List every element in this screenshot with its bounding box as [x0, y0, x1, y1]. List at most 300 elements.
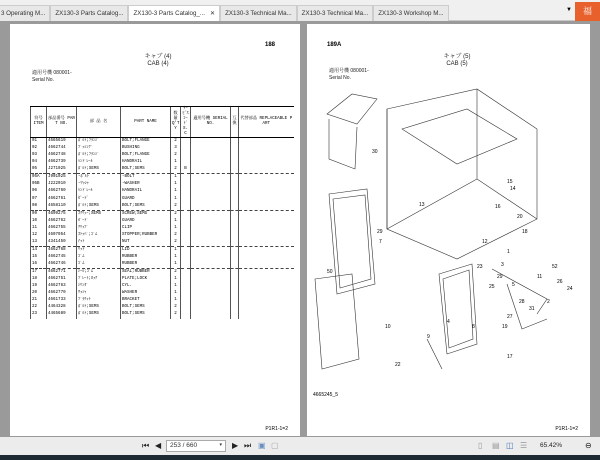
column-header: 代替部品 REPLACEABLE PART — [239, 107, 294, 138]
table-cell — [181, 195, 191, 202]
table-cell — [191, 181, 231, 188]
table-cell: 1 — [171, 218, 181, 225]
table-cell: PLATE;LOCK — [121, 276, 171, 283]
table-cell: 1 — [171, 246, 181, 254]
table-cell — [239, 246, 294, 254]
table-cell: 04 — [31, 159, 47, 166]
table-cell: 2 — [171, 138, 181, 146]
table-cell — [191, 261, 231, 269]
table-cell — [181, 203, 191, 211]
table-cell: STOPPER;RUBBER — [121, 232, 171, 239]
table-cell: CYL. — [121, 283, 171, 290]
table-cell — [239, 188, 294, 195]
table-cell: 2 — [171, 268, 181, 276]
table-cell: 20 — [31, 290, 47, 297]
table-cell — [181, 311, 191, 318]
page-footer: P1R1-1=2 — [265, 426, 288, 432]
table-cell: 4607054 — [47, 232, 77, 239]
callout-number: 23 — [477, 264, 483, 270]
table-cell: ﾎﾞﾙﾄ;SEMS — [77, 203, 121, 211]
table-cell: 2 — [171, 311, 181, 318]
table-cell: 4465689 — [47, 311, 77, 318]
table-row — [31, 218, 294, 225]
table-cell: GUARD — [121, 195, 171, 202]
callout-number: 29 — [497, 274, 503, 280]
callout-number: 16 — [495, 204, 501, 210]
table-cell — [231, 304, 239, 311]
table-cell — [231, 311, 239, 318]
table-cell: 4662755 — [47, 225, 77, 232]
table-cell — [191, 311, 231, 318]
tab-row — [0, 5, 449, 21]
table-cell — [191, 232, 231, 239]
table-cell — [231, 246, 239, 254]
table-cell: BOLT;FLANGE — [121, 152, 171, 159]
table-cell: 4662751 — [47, 276, 77, 283]
tab-bar — [0, 0, 600, 21]
tab[interactable] — [50, 5, 128, 21]
page-title: キャブ (5) CAB (5) — [443, 54, 471, 67]
page-footer: P1R1-1=2 — [555, 426, 578, 432]
table-cell: ｺﾞﾑ — [77, 261, 121, 269]
callout-number: 5 — [512, 282, 515, 288]
table-cell: ﾌﾞﾗｹｯﾄ — [77, 297, 121, 304]
continuous-page-icon[interactable]: ▤ — [492, 441, 500, 450]
table-cell: J222010 — [47, 181, 77, 188]
table-cell: 4665619 — [47, 138, 77, 146]
table-cell — [191, 188, 231, 195]
table-cell — [191, 239, 231, 247]
table-cell: 16 — [31, 261, 47, 269]
table-row — [31, 225, 294, 232]
table-cell: BRACKET — [121, 297, 171, 304]
table-cell: 4662762 — [47, 218, 77, 225]
table-cell — [181, 218, 191, 225]
table-cell — [231, 261, 239, 269]
table-cell: ｺﾞﾑ — [77, 254, 121, 261]
table-cell: SCREW;SEMS — [121, 210, 171, 218]
table-cell — [191, 195, 231, 202]
table-cell — [181, 261, 191, 269]
callout-number: 22 — [395, 362, 401, 368]
two-page-icon[interactable]: ◫ — [506, 441, 514, 450]
table-cell — [231, 138, 239, 146]
column-header: 部 品 名 — [77, 107, 121, 138]
table-cell — [181, 152, 191, 159]
table-cell: ｶﾞｰﾄﾞ — [77, 195, 121, 202]
table-row — [31, 254, 294, 261]
table-cell: J901025 — [47, 174, 77, 182]
table-cell: ｽﾄｯﾊﾟ;ｺﾞﾑ — [77, 232, 121, 239]
table-cell: BOLT;SEMS — [121, 166, 171, 174]
tab-label: ZX130-3 Parts Catalog... — [55, 10, 124, 17]
last-page-icon[interactable]: ⏭ — [244, 441, 252, 450]
table-cell — [231, 276, 239, 283]
table-cell: ﾅｯﾄ — [77, 239, 121, 247]
tab-label: ZX130-3 Workshop M... — [378, 10, 444, 17]
callout-number: 28 — [519, 299, 525, 305]
table-cell — [191, 304, 231, 311]
next-page-icon[interactable]: ▶ — [232, 441, 239, 450]
table-cell — [239, 311, 294, 318]
callout-number: 8 — [472, 324, 475, 330]
table-cell — [191, 225, 231, 232]
table-cell: 02 — [31, 145, 47, 152]
table-cell: ﾎﾞﾙﾄ;SEMS — [77, 304, 121, 311]
table-cell: LID — [121, 246, 171, 254]
zoom-out-icon[interactable]: ⊖ — [585, 441, 592, 450]
table-cell: 14 — [31, 246, 47, 254]
table-cell: 06 — [31, 188, 47, 195]
table-row — [31, 188, 294, 195]
table-cell: 1 — [171, 159, 181, 166]
table-cell: ﾌﾞｯｼﾝｸﾞ — [77, 145, 121, 152]
table-row — [31, 232, 294, 239]
table-cell — [231, 268, 239, 276]
table-cell: 2 — [171, 203, 181, 211]
table-cell — [239, 181, 294, 188]
close-icon[interactable]: ✕ — [210, 11, 216, 17]
table-cell: ｽｸﾘｭｰ;SEMS — [77, 210, 121, 218]
table-cell — [191, 297, 231, 304]
table-cell: 08 — [31, 203, 47, 211]
table-cell: 1 — [171, 254, 181, 261]
tab-label: ZX130-3 Parts Catalog_... — [133, 10, 206, 17]
table-cell: 21 — [31, 297, 47, 304]
parts-table — [30, 106, 294, 319]
table-cell — [231, 174, 239, 182]
column-header: 部品番号 PART NO. — [47, 107, 77, 138]
table-cell — [181, 254, 191, 261]
table-cell — [239, 304, 294, 311]
table-cell: 4662745 — [47, 254, 77, 261]
zoom-level[interactable]: 65.42% — [540, 442, 563, 449]
table-cell — [191, 276, 231, 283]
table-cell — [239, 276, 294, 283]
table-cell: -BOLT — [121, 174, 171, 182]
table-cell — [191, 254, 231, 261]
callout-number: 52 — [552, 264, 558, 270]
table-cell — [231, 166, 239, 174]
table-cell — [231, 203, 239, 211]
table-cell — [191, 159, 231, 166]
callout-number: 3 — [501, 262, 504, 268]
table-cell: ﾎﾞﾙﾄ;SEMS — [77, 311, 121, 318]
column-header: 数量 Q'TY — [171, 107, 181, 138]
table-cell: 05 — [31, 166, 47, 174]
table-cell — [239, 203, 294, 211]
table-cell: 2 — [171, 232, 181, 239]
table-row — [31, 246, 294, 254]
table-cell: ｶﾞｰﾄﾞ — [77, 218, 121, 225]
table-cell — [231, 225, 239, 232]
table-cell: 2 — [171, 166, 181, 174]
callout-number: 9 — [427, 334, 430, 340]
table-cell — [239, 210, 294, 218]
table-cell: GUARD — [121, 218, 171, 225]
tab-label: 3 Operating M... — [1, 10, 46, 17]
table-cell: 12 — [31, 232, 47, 239]
table-cell — [231, 254, 239, 261]
table-cell — [181, 181, 191, 188]
table-row — [31, 138, 294, 146]
table-cell: 4662739 — [47, 159, 77, 166]
table-cell: 18 — [31, 276, 47, 283]
tab-label: ZX130-3 Technical Ma... — [301, 10, 369, 17]
tab[interactable] — [373, 5, 448, 21]
table-cell — [239, 159, 294, 166]
table-cell: 4662760 — [47, 188, 77, 195]
table-cell: 4661733 — [47, 297, 77, 304]
table-cell — [231, 181, 239, 188]
two-page-continuous-icon[interactable]: ☰ — [520, 441, 528, 450]
table-cell: 4609275 — [47, 210, 77, 218]
table-cell: 2 — [171, 304, 181, 311]
table-cell: 11 — [31, 225, 47, 232]
table-cell — [191, 203, 231, 211]
table-cell: 4341450 — [47, 239, 77, 247]
table-row — [31, 210, 294, 218]
callout-number: 25 — [489, 284, 495, 290]
table-row — [31, 239, 294, 247]
tab-active[interactable] — [128, 5, 220, 21]
table-cell: 4662768 — [47, 246, 77, 254]
table-cell — [231, 218, 239, 225]
callout-number: 50 — [327, 269, 333, 275]
table-cell — [239, 138, 294, 146]
table-cell — [239, 283, 294, 290]
callout-number: 1 — [507, 249, 510, 255]
table-cell — [239, 225, 294, 232]
table-cell: -ﾜｯｼｬ — [77, 181, 121, 188]
callout-number: 11 — [537, 274, 543, 280]
table-cell — [191, 145, 231, 152]
table-cell — [181, 188, 191, 195]
table-cell — [181, 210, 191, 218]
table-cell — [239, 239, 294, 247]
page-number: 188 — [265, 42, 276, 48]
table-cell — [181, 246, 191, 254]
table-cell: BOLT;SEMS — [121, 304, 171, 311]
table-row — [31, 261, 294, 269]
first-page-icon[interactable]: ⏮ — [142, 441, 150, 450]
column-header: 互換 — [231, 107, 239, 138]
table-cell — [239, 232, 294, 239]
single-page-icon[interactable]: ▯ — [478, 441, 483, 450]
tab-label: ZX130-3 Technical Ma... — [225, 10, 292, 17]
table-cell: 1 — [171, 276, 181, 283]
callout-number: 29 — [377, 229, 383, 235]
table-row — [31, 304, 294, 311]
callout-number: 24 — [567, 286, 573, 292]
table-cell: BOLT;SEMS — [121, 311, 171, 318]
document-page-left — [10, 24, 300, 436]
table-cell — [231, 290, 239, 297]
table-cell: BOLT;FLANGE — [121, 138, 171, 146]
table-cell: ﾊﾝﾄﾞﾚｰﾙ — [77, 159, 121, 166]
table-cell — [181, 268, 191, 276]
table-cell: 1 — [171, 261, 181, 269]
table-cell: ﾎﾞﾙﾄ;SEMS — [77, 166, 121, 174]
table-row — [31, 181, 294, 188]
tab[interactable] — [297, 5, 374, 21]
callout-number: 15 — [507, 179, 513, 185]
table-cell: RUBBER — [121, 254, 171, 261]
table-cell — [239, 290, 294, 297]
table-cell: 07 — [31, 195, 47, 202]
tab-list-dropdown-icon[interactable]: ▼ — [566, 7, 572, 13]
table-row — [31, 276, 294, 283]
table-cell: 1 — [171, 297, 181, 304]
page-number: 189A — [327, 42, 342, 48]
table-cell — [191, 152, 231, 159]
table-cell: 09 — [31, 210, 47, 218]
brand-button[interactable]: 福 — [575, 2, 600, 21]
table-cell: 17 — [31, 268, 47, 276]
column-header: 適用号機 SERIAL NO. — [191, 107, 231, 138]
table-cell: ﾎﾞﾙﾄ;ﾌﾗﾝｼﾞ — [77, 138, 121, 146]
table-cell: BOLT;SEMS — [121, 203, 171, 211]
table-cell — [239, 218, 294, 225]
table-row — [31, 203, 294, 211]
table-cell: 4662761 — [47, 195, 77, 202]
callout-number: 18 — [522, 229, 528, 235]
table-cell: 4662771 — [47, 268, 77, 276]
table-cell: 1 — [171, 174, 181, 182]
table-cell: RUBBER — [121, 261, 171, 269]
table-cell: 4662748 — [47, 152, 77, 159]
table-cell: 3 — [171, 145, 181, 152]
table-cell: 2 — [171, 152, 181, 159]
table-cell — [239, 152, 294, 159]
callout-number: 7 — [379, 239, 382, 245]
table-cell: ｼｰﾙ;ｺﾞﾑ — [77, 268, 121, 276]
table-cell: 19 — [31, 283, 47, 290]
table-cell: 23 — [31, 311, 47, 318]
table-cell — [231, 145, 239, 152]
fit-page-icon[interactable]: ▣ — [258, 441, 266, 450]
table-cell — [231, 159, 239, 166]
table-cell — [191, 166, 231, 174]
table-cell — [191, 174, 231, 182]
callout-number: 26 — [557, 279, 563, 285]
table-cell — [181, 239, 191, 247]
table-cell: HANDRAIL — [121, 188, 171, 195]
table-cell — [181, 145, 191, 152]
table-cell: -ﾎﾞﾙﾄ — [77, 174, 121, 182]
table-cell: 15 — [31, 254, 47, 261]
table-cell: 1 — [171, 195, 181, 202]
table-cell: 10 — [31, 218, 47, 225]
table-cell — [181, 297, 191, 304]
table-cell — [239, 254, 294, 261]
table-cell — [231, 152, 239, 159]
table-cell: B — [181, 166, 191, 174]
table-cell — [181, 304, 191, 311]
table-cell: 4662763 — [47, 283, 77, 290]
table-cell: 1 — [171, 188, 181, 195]
fit-width-icon[interactable]: ▢ — [271, 441, 279, 450]
table-cell — [191, 246, 231, 254]
serial-info: 適用号機 080001- Serial No. — [329, 68, 369, 81]
column-header: PART NAME — [121, 107, 171, 138]
table-cell — [231, 239, 239, 247]
table-cell — [181, 174, 191, 182]
table-cell: CLIP — [121, 225, 171, 232]
table-cell: 1 — [171, 181, 181, 188]
bottom-toolbar — [0, 437, 600, 455]
table-cell: ﾊﾝﾄﾞﾚｰﾙ — [77, 188, 121, 195]
serial-info: 適用号機 080001- Serial No. — [32, 70, 72, 83]
table-cell: ｸﾘｯﾌﾟ — [77, 225, 121, 232]
table-cell — [191, 138, 231, 146]
table-row — [31, 152, 294, 159]
table-cell: HANDRAIL — [121, 159, 171, 166]
table-cell: BUSHING — [121, 145, 171, 152]
table-row — [31, 311, 294, 318]
table-cell: ﾘｯﾄﾞ — [77, 246, 121, 254]
table-cell — [239, 268, 294, 276]
document-page-right — [307, 24, 590, 436]
table-cell: 4662746 — [47, 261, 77, 269]
table-cell — [231, 188, 239, 195]
table-row — [31, 290, 294, 297]
table-cell: ｼﾘﾝﾀﾞ — [77, 283, 121, 290]
callout-number: 10 — [385, 324, 391, 330]
table-cell: 13 — [31, 239, 47, 247]
table-cell — [191, 290, 231, 297]
drawing-number: 4665245_5 — [313, 392, 339, 398]
cab-exploded-diagram — [307, 69, 590, 429]
table-cell — [181, 159, 191, 166]
table-cell: ﾎﾞﾙﾄ;ﾌﾗﾝｼﾞ — [77, 152, 121, 159]
table-cell — [231, 283, 239, 290]
table-cell — [181, 225, 191, 232]
table-cell — [239, 297, 294, 304]
table-cell: 1 — [171, 225, 181, 232]
table-cell: 4662770 — [47, 290, 77, 297]
table-cell — [239, 174, 294, 182]
table-cell — [181, 283, 191, 290]
callout-number: 13 — [419, 202, 425, 208]
previous-page-icon[interactable]: ◀ — [155, 441, 162, 450]
table-cell: 4464328 — [47, 304, 77, 311]
page-number-input[interactable]: 253 / 660 ▾ — [166, 440, 226, 452]
table-cell — [239, 145, 294, 152]
callout-number: 31 — [529, 306, 535, 312]
table-cell — [231, 210, 239, 218]
table-row — [31, 166, 294, 174]
callout-number: 27 — [507, 314, 513, 320]
table-cell — [181, 290, 191, 297]
table-cell — [231, 297, 239, 304]
table-cell: 05A — [31, 174, 47, 182]
callout-number: 12 — [482, 239, 488, 245]
table-cell: 4658110 — [47, 203, 77, 211]
table-row — [31, 195, 294, 202]
table-cell: 03 — [31, 152, 47, 159]
table-row — [31, 268, 294, 276]
table-cell — [191, 218, 231, 225]
column-header: 符号 ITEM — [31, 107, 47, 138]
status-bar — [0, 455, 600, 460]
tab[interactable] — [0, 5, 50, 21]
table-cell: 1 — [171, 283, 181, 290]
tab[interactable] — [220, 5, 297, 21]
table-cell — [191, 268, 231, 276]
table-cell: 05B — [31, 181, 47, 188]
table-cell: NUT — [121, 239, 171, 247]
